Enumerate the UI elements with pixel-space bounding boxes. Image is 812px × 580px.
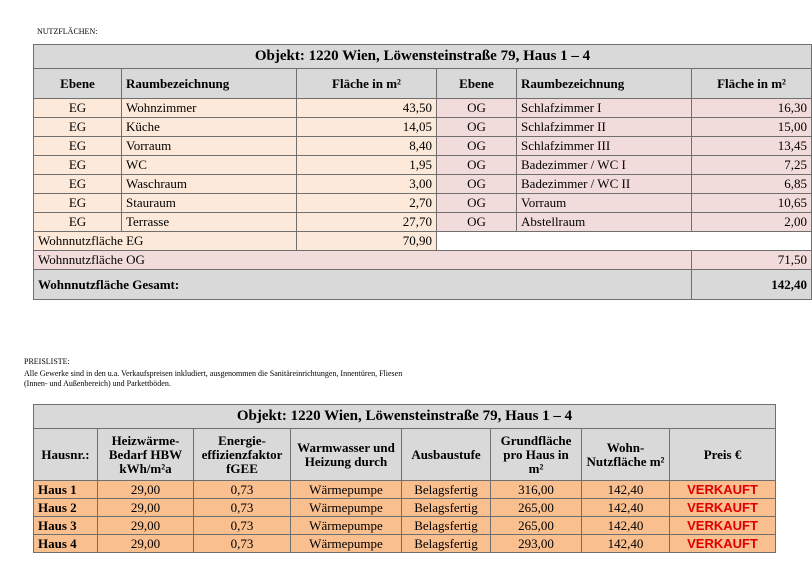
- cell-og-raum: Schlafzimmer I: [517, 99, 692, 118]
- cell-eg-ebene: EG: [34, 175, 122, 194]
- cell-eg-flaeche: 8,40: [297, 137, 437, 156]
- table-row: [34, 535, 776, 553]
- cell-hwb: 29,00: [98, 517, 194, 535]
- table-row: [34, 481, 776, 499]
- cell-eg-flaeche: 27,70: [297, 213, 437, 232]
- cell-eg-flaeche: 1,95: [297, 156, 437, 175]
- cell-preis: VERKAUFT: [670, 481, 776, 499]
- cell-eg-flaeche: 14,05: [297, 118, 437, 137]
- cell-eg-ebene: EG: [34, 213, 122, 232]
- cell-wohnnutzflaeche: 142,40: [582, 535, 670, 553]
- cell-og-raum: Abstellraum: [517, 213, 692, 232]
- cell-eg-ebene: EG: [34, 137, 122, 156]
- sum-eg-value: 70,90: [297, 232, 437, 251]
- cell-og-flaeche: 7,25: [692, 156, 812, 175]
- sum-eg-blank: [437, 232, 812, 251]
- cell-fgee: 0,73: [194, 481, 291, 499]
- header-fgee: Energie-effizienzfaktor fGEE: [194, 429, 291, 481]
- cell-eg-raum: Küche: [122, 118, 297, 137]
- cell-og-raum: Schlafzimmer III: [517, 137, 692, 156]
- cell-eg-flaeche: 2,70: [297, 194, 437, 213]
- cell-fgee: 0,73: [194, 499, 291, 517]
- nutzflaechen-label: NUTZFLÄCHEN:: [37, 27, 98, 36]
- sum-eg-label: Wohnnutzfläche EG: [34, 232, 297, 251]
- table-row: [34, 213, 812, 232]
- preisliste-label: PREISLISTE:: [24, 357, 70, 366]
- cell-og-ebene: OG: [437, 99, 517, 118]
- cell-eg-raum: Terrasse: [122, 213, 297, 232]
- cell-eg-raum: Wohnzimmer: [122, 99, 297, 118]
- cell-wohnnutzflaeche: 142,40: [582, 517, 670, 535]
- cell-hausnr: Haus 2: [34, 499, 98, 517]
- header-hausnr: Hausnr.:: [34, 429, 98, 481]
- cell-eg-raum: Stauraum: [122, 194, 297, 213]
- cell-fgee: 0,73: [194, 517, 291, 535]
- cell-hwb: 29,00: [98, 481, 194, 499]
- cell-eg-ebene: EG: [34, 99, 122, 118]
- cell-heizung: Wärmepumpe: [291, 481, 402, 499]
- cell-preis: VERKAUFT: [670, 517, 776, 535]
- cell-grundflaeche: 265,00: [491, 517, 582, 535]
- cell-preis: VERKAUFT: [670, 535, 776, 553]
- cell-ausbaustufe: Belagsfertig: [402, 481, 491, 499]
- preisliste-title: Objekt: 1220 Wien, Löwensteinstraße 79, Haus 1 – 4: [34, 405, 776, 429]
- header-raum-eg: Raumbezeichnung: [122, 69, 297, 99]
- header-flaeche-eg: Fläche in m²: [297, 69, 437, 99]
- header-grundflaeche: Grundfläche pro Haus in m²: [491, 429, 582, 481]
- table-row: [34, 156, 812, 175]
- header-ausbaustufe: Ausbaustufe: [402, 429, 491, 481]
- cell-fgee: 0,73: [194, 535, 291, 553]
- cell-og-raum: Badezimmer / WC II: [517, 175, 692, 194]
- cell-og-flaeche: 6,85: [692, 175, 812, 194]
- cell-og-flaeche: 13,45: [692, 137, 812, 156]
- table-row: [34, 175, 812, 194]
- header-preis: Preis €: [670, 429, 776, 481]
- header-ebene-eg: Ebene: [34, 69, 122, 99]
- cell-og-flaeche: 15,00: [692, 118, 812, 137]
- cell-hausnr: Haus 1: [34, 481, 98, 499]
- preisliste-note-1: Alle Gewerke sind in den u.a. Verkaufspreisen inkludiert, ausgenommen die Sanitäreinrichtungen, Innentüren, Fliesen: [24, 369, 403, 378]
- cell-grundflaeche: 265,00: [491, 499, 582, 517]
- cell-og-flaeche: 2,00: [692, 213, 812, 232]
- cell-preis: VERKAUFT: [670, 499, 776, 517]
- cell-og-flaeche: 16,30: [692, 99, 812, 118]
- cell-wohnnutzflaeche: 142,40: [582, 481, 670, 499]
- cell-hwb: 29,00: [98, 499, 194, 517]
- cell-eg-raum: WC: [122, 156, 297, 175]
- cell-og-flaeche: 10,65: [692, 194, 812, 213]
- sum-og-label: Wohnnutzfläche OG: [34, 251, 692, 270]
- sum-og-value: 71,50: [692, 251, 812, 270]
- cell-ausbaustufe: Belagsfertig: [402, 499, 491, 517]
- cell-wohnnutzflaeche: 142,40: [582, 499, 670, 517]
- cell-og-ebene: OG: [437, 194, 517, 213]
- cell-og-raum: Schlafzimmer II: [517, 118, 692, 137]
- table-row: [34, 137, 812, 156]
- preisliste-table: [33, 404, 776, 553]
- cell-eg-ebene: EG: [34, 194, 122, 213]
- cell-eg-flaeche: 3,00: [297, 175, 437, 194]
- cell-og-ebene: OG: [437, 118, 517, 137]
- cell-eg-raum: Waschraum: [122, 175, 297, 194]
- header-hwb: Heizwärme-Bedarf HBW kWh/m²a: [98, 429, 194, 481]
- cell-heizung: Wärmepumpe: [291, 499, 402, 517]
- header-wohnnutzflaeche: Wohn-Nutzfläche m²: [582, 429, 670, 481]
- total-label: Wohnnutzfläche Gesamt:: [34, 270, 692, 300]
- cell-eg-flaeche: 43,50: [297, 99, 437, 118]
- cell-heizung: Wärmepumpe: [291, 517, 402, 535]
- cell-grundflaeche: 316,00: [491, 481, 582, 499]
- table-row: [34, 99, 812, 118]
- nutzflaechen-title: Objekt: 1220 Wien, Löwensteinstraße 79, Haus 1 – 4: [34, 45, 812, 69]
- cell-grundflaeche: 293,00: [491, 535, 582, 553]
- cell-hwb: 29,00: [98, 535, 194, 553]
- cell-hausnr: Haus 4: [34, 535, 98, 553]
- cell-ausbaustufe: Belagsfertig: [402, 517, 491, 535]
- header-flaeche-og: Fläche in m²: [692, 69, 812, 99]
- cell-hausnr: Haus 3: [34, 517, 98, 535]
- cell-ausbaustufe: Belagsfertig: [402, 535, 491, 553]
- header-heizung: Warmwasser und Heizung durch: [291, 429, 402, 481]
- cell-eg-raum: Vorraum: [122, 137, 297, 156]
- cell-og-raum: Badezimmer / WC I: [517, 156, 692, 175]
- header-raum-og: Raumbezeichnung: [517, 69, 692, 99]
- table-row: [34, 194, 812, 213]
- table-row: [34, 118, 812, 137]
- preisliste-note-2: (Innen- und Außenbereich) und Parkettböden.: [24, 379, 171, 388]
- cell-og-ebene: OG: [437, 156, 517, 175]
- cell-og-ebene: OG: [437, 213, 517, 232]
- header-ebene-og: Ebene: [437, 69, 517, 99]
- cell-eg-ebene: EG: [34, 118, 122, 137]
- total-value: 142,40: [692, 270, 812, 300]
- cell-og-raum: Vorraum: [517, 194, 692, 213]
- table-row: [34, 499, 776, 517]
- cell-og-ebene: OG: [437, 137, 517, 156]
- table-row: [34, 517, 776, 535]
- cell-og-ebene: OG: [437, 175, 517, 194]
- cell-heizung: Wärmepumpe: [291, 535, 402, 553]
- nutzflaechen-table: [33, 44, 812, 300]
- cell-eg-ebene: EG: [34, 156, 122, 175]
